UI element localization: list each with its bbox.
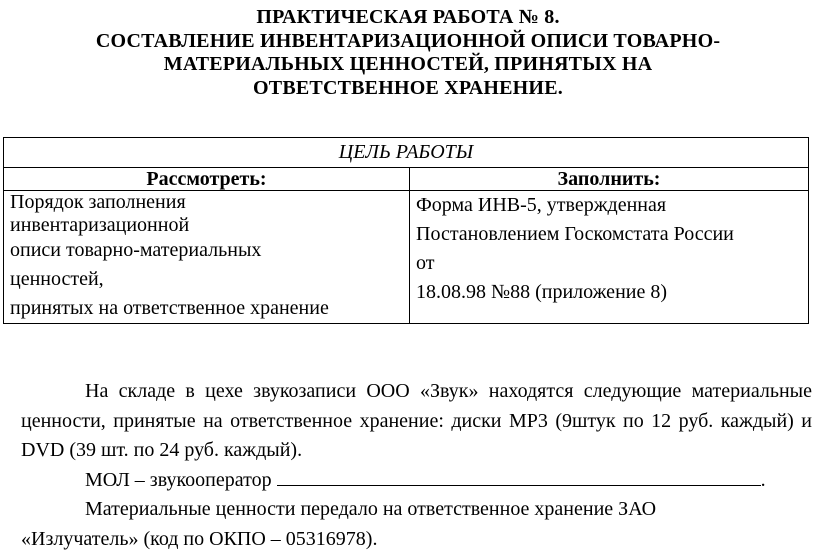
consider-line: Порядок заполнения	[10, 191, 403, 214]
consider-line: описи товарно-материальных	[10, 236, 403, 265]
column-header-fill: Заполнить:	[410, 168, 809, 191]
fill-line: от	[416, 249, 802, 278]
consider-cell	[4, 191, 410, 324]
consider-line: ценностей,	[10, 265, 403, 294]
fill-line: Форма ИНВ-5, утвержденная	[416, 191, 802, 220]
goal-table	[3, 137, 809, 324]
fill-cell	[410, 191, 809, 324]
column-header-consider: Рассмотреть:	[4, 168, 410, 191]
fill-line: Постановлением Госкомстата России	[416, 220, 802, 249]
mol-line	[21, 466, 812, 496]
title-line-3: МАТЕРИАЛЬНЫХ ЦЕННОСТЕЙ, ПРИНЯТЫХ НА	[0, 53, 816, 77]
consider-line: принятых на ответственное хранение	[10, 294, 403, 323]
mol-blank-field[interactable]	[277, 467, 761, 486]
mol-label: МОЛ – звукооператор	[85, 469, 277, 491]
consider-line: инвентаризационной	[10, 214, 403, 237]
paragraph-stock: На складе в цехе звукозаписи ООО «Звук» находятся следующие материальные ценности, принятые на ответственное хранение: диски MP3 (9штук по 12 руб. каждый) и DVD (39 шт. по 24 руб. каждый).	[21, 377, 812, 466]
document-title	[0, 6, 816, 100]
paragraph-transfer-line-2: «Излучатель» (код по ОКПО – 05316978).	[21, 525, 812, 554]
paragraph-transfer-line-1: Материальные ценности передало на ответственное хранение ЗАО	[21, 495, 812, 525]
title-line-1: ПРАКТИЧЕСКАЯ РАБОТА № 8.	[0, 6, 816, 30]
fill-line: 18.08.98 №88 (приложение 8)	[416, 278, 802, 307]
task-text	[21, 377, 812, 554]
goal-table-header: ЦЕЛЬ РАБОТЫ	[4, 138, 809, 168]
title-line-4: ОТВЕТСТВЕННОЕ ХРАНЕНИЕ.	[0, 77, 816, 101]
mol-line-end: .	[761, 469, 766, 491]
title-line-2: СОСТАВЛЕНИЕ ИНВЕНТАРИЗАЦИОННОЙ ОПИСИ ТОВАРНО-	[0, 30, 816, 54]
